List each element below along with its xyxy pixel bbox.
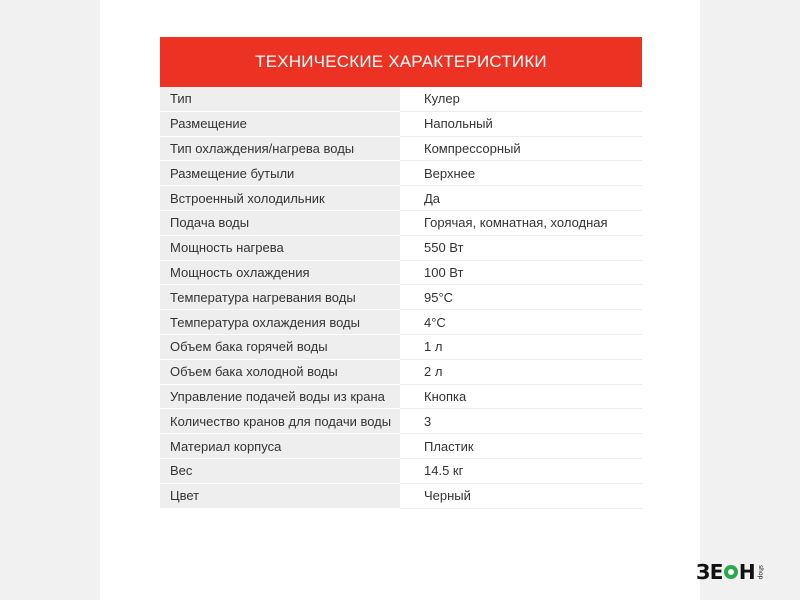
logo-part1: ЗЕ bbox=[696, 560, 723, 584]
spec-key: Вес bbox=[160, 459, 400, 484]
spec-row bbox=[160, 137, 642, 162]
spec-key: Подача воды bbox=[160, 211, 400, 236]
spec-row bbox=[160, 385, 642, 410]
spec-row bbox=[160, 285, 642, 310]
spec-value: Кулер bbox=[400, 87, 642, 112]
spec-value: 100 Вт bbox=[400, 261, 642, 286]
spec-row bbox=[160, 360, 642, 385]
spec-value: Напольный bbox=[400, 112, 642, 137]
spec-row bbox=[160, 186, 642, 211]
spec-row bbox=[160, 484, 642, 509]
spec-value: Компрессорный bbox=[400, 137, 642, 162]
spec-row bbox=[160, 459, 642, 484]
logo-part2: Н bbox=[738, 560, 756, 584]
spec-key: Тип охлаждения/нагрева воды bbox=[160, 137, 400, 162]
spec-row bbox=[160, 112, 642, 137]
spec-row bbox=[160, 211, 642, 236]
logo-dot-icon bbox=[724, 565, 738, 579]
spec-value: Да bbox=[400, 186, 642, 211]
spec-key: Количество кранов для подачи воды bbox=[160, 409, 400, 434]
spec-value: 550 Вт bbox=[400, 236, 642, 261]
logo-subtext: shop bbox=[757, 564, 765, 580]
spec-value: 3 bbox=[400, 409, 642, 434]
spec-row bbox=[160, 434, 642, 459]
spec-value: 4°С bbox=[400, 310, 642, 335]
spec-value: 14.5 кг bbox=[400, 459, 642, 484]
spec-value: Горячая, комнатная, холодная bbox=[400, 211, 642, 236]
spec-key: Объем бака горячей воды bbox=[160, 335, 400, 360]
spec-row bbox=[160, 335, 642, 360]
logo-wordmark bbox=[696, 560, 755, 584]
brand-logo bbox=[696, 560, 764, 584]
spec-key: Тип bbox=[160, 87, 400, 112]
spec-row bbox=[160, 87, 642, 112]
spec-key: Температура охлаждения воды bbox=[160, 310, 400, 335]
spec-value: Пластик bbox=[400, 434, 642, 459]
spec-key: Температура нагревания воды bbox=[160, 285, 400, 310]
spec-row bbox=[160, 261, 642, 286]
spec-value: 95°С bbox=[400, 285, 642, 310]
spec-key: Размещение bbox=[160, 112, 400, 137]
spec-value: 1 л bbox=[400, 335, 642, 360]
spec-key: Управление подачей воды из крана bbox=[160, 385, 400, 410]
specs-table bbox=[160, 37, 642, 509]
spec-value: 2 л bbox=[400, 360, 642, 385]
specs-title: ТЕХНИЧЕСКИЕ ХАРАКТЕРИСТИКИ bbox=[160, 37, 642, 87]
spec-value: Верхнее bbox=[400, 161, 642, 186]
spec-key: Мощность нагрева bbox=[160, 236, 400, 261]
spec-key: Цвет bbox=[160, 484, 400, 509]
spec-value: Кнопка bbox=[400, 385, 642, 410]
spec-value: Черный bbox=[400, 484, 642, 509]
spec-key: Мощность охлаждения bbox=[160, 261, 400, 286]
spec-key: Размещение бутыли bbox=[160, 161, 400, 186]
spec-row bbox=[160, 310, 642, 335]
spec-key: Встроенный холодильник bbox=[160, 186, 400, 211]
spec-key: Материал корпуса bbox=[160, 434, 400, 459]
spec-row bbox=[160, 409, 642, 434]
spec-row bbox=[160, 161, 642, 186]
spec-row bbox=[160, 236, 642, 261]
spec-key: Объем бака холодной воды bbox=[160, 360, 400, 385]
specs-rows bbox=[160, 87, 642, 509]
